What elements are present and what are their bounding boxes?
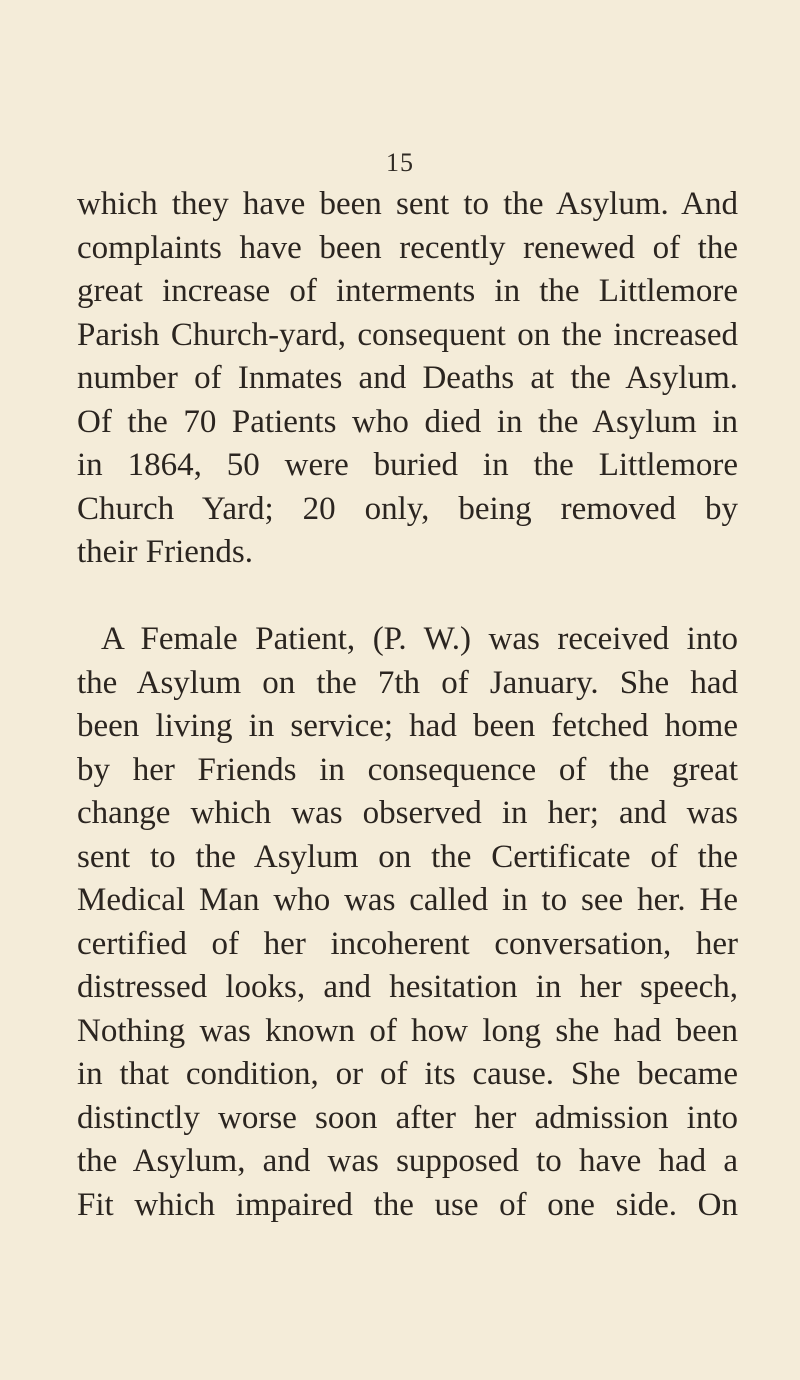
text-line: the Asylum on the 7th of January. She had — [77, 664, 738, 701]
text-line: by her Friends in consequence of the great — [77, 751, 738, 788]
text-line: number of Inmates and Deaths at the Asylum. — [77, 360, 738, 396]
page-number: 15 — [386, 148, 414, 177]
text-line: in 1864, 50 were buried in the Littlemore — [77, 447, 738, 483]
text-line: change which was observed in her; and was — [77, 795, 738, 831]
paragraph-2 — [77, 618, 738, 1227]
paragraph-1 — [77, 183, 738, 575]
text-line: sent to the Asylum on the Certificate of the — [77, 838, 738, 875]
text-line: A Female Patient, (P. W.) was received into — [101, 621, 738, 657]
text-line: been living in service; had been fetched home — [77, 708, 738, 744]
text-line: distinctly worse soon after her admission into — [77, 1099, 738, 1136]
text-line: in that condition, or of its cause. She became — [77, 1056, 738, 1092]
text-line: their Friends. — [77, 534, 253, 570]
text-line: Fit which impaired the use of one side. On — [77, 1186, 738, 1223]
text-line: Of the 70 Patients who died in the Asylum in — [77, 403, 738, 440]
text-line: which they have been sent to the Asylum. And — [77, 186, 738, 222]
text-line: the Asylum, and was supposed to have had a — [77, 1143, 738, 1179]
text-line: distressed looks, and hesitation in her speech, — [77, 969, 738, 1005]
text-line: complaints have been recently renewed of the — [77, 229, 738, 266]
text-line: Medical Man who was called in to see her. He — [77, 882, 738, 918]
text-line: great increase of interments in the Littlemore — [77, 273, 738, 309]
text-line: Parish Church-yard, consequent on the increased — [77, 316, 738, 353]
text-line: certified of her incoherent conversation, her — [77, 925, 738, 962]
text-line: Church Yard; 20 only, being removed by — [77, 490, 738, 527]
text-line: Nothing was known of how long she had been — [77, 1012, 738, 1049]
